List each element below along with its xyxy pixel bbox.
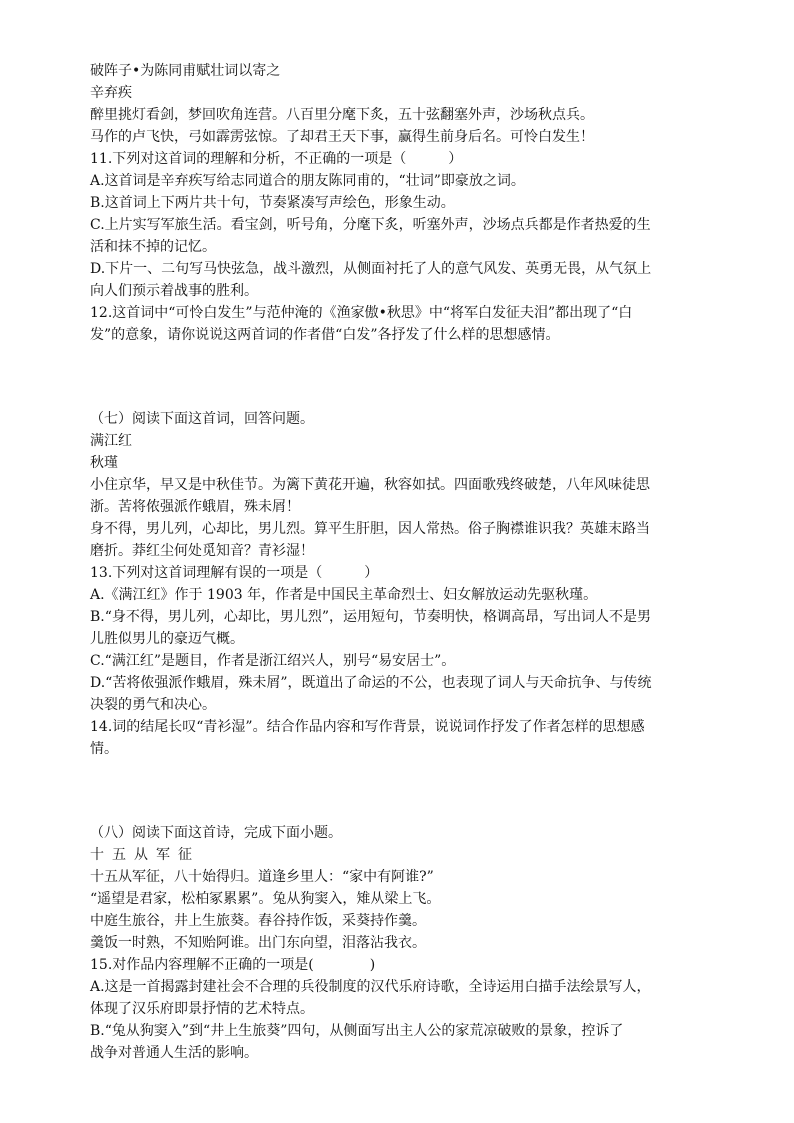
poem-author: 辛弃疾	[90, 85, 132, 101]
question-13-option-d: D.“苦将侬强派作蛾眉，殊未屑”，既道出了命运的不公，也表现了词人与天命抗争、与传统	[90, 675, 652, 691]
poem-title: 满江红	[90, 433, 132, 449]
question-11-option-a: A.这首词是辛弃疾写给志同道合的朋友陈同甫的，“壮词”即豪放之词。	[90, 173, 525, 189]
question-15-option-b-cont: 战争对普通人生活的影响。	[90, 1045, 258, 1061]
question-13-option-b: B.“身不得，男儿列，心却比，男儿烈”，运用短句，节奏明快，格调高昂，写出词人不是男	[90, 609, 652, 625]
poem-line: 磨折。莽红尘何处觅知音？青衫湿！	[90, 543, 314, 559]
question-11-option-c: C.上片实写军旅生活。看宝剑，听号角，分麾下炙，听塞外声，沙场点兵都是作者热爱的生	[90, 217, 651, 233]
poem-title: 十五从军征	[90, 847, 200, 863]
question-13-option-c: C.“满江红”是题目，作者是浙江绍兴人，别号“易安居士”。	[90, 653, 456, 669]
question-11-option-d: D.下片一、二句写马快弦急，战斗激烈，从侧面衬托了人的意气风发、英勇无畏，从气氛上	[90, 261, 652, 277]
question-14: 14.词的结尾长叹“青衫湿”。结合作品内容和写作背景，说说词作抒发了作者怎样的思想感	[90, 719, 645, 735]
poem-line: 身不得，男儿列，心却比，男儿烈。算平生肝胆，因人常热。俗子胸襟谁识我？英雄末路当	[90, 521, 650, 537]
section-heading: （八）阅读下面这首诗，完成下面小题。	[90, 825, 342, 841]
section-heading: （七）阅读下面这首词，回答问题。	[90, 411, 314, 427]
question-11-option-b: B.这首词上下两片共十句，节奏紧凑写声绘色，形象生动。	[90, 195, 455, 211]
question-13-option-d-cont: 决裂的勇气和决心。	[90, 697, 216, 713]
question-15-option-b: B.“兔从狗窦入”到“井上生旅葵”四句，从侧面写出主人公的家荒凉破败的景象，控诉了	[90, 1023, 624, 1039]
poem-author: 秋瑾	[90, 455, 118, 471]
question-11-option-c-cont: 活和抹不掉的记忆。	[90, 239, 216, 255]
poem-line: 马作的卢飞快，弓如霹雳弦惊。了却君王天下事，赢得生前身后名。可怜白发生！	[90, 129, 594, 145]
poem-line: “遥望是君家，松柏冢累累”。兔从狗窦入，雉从梁上飞。	[90, 891, 441, 907]
question-13-option-b-cont: 儿胜似男儿的豪迈气概。	[90, 631, 244, 647]
question-15-stem: 15.对作品内容理解不正确的一项是( )	[90, 957, 376, 973]
poem-title: 破阵子•为陈同甫赋壮词以寄之	[90, 63, 281, 79]
question-11-option-d-cont: 向人们预示着战事的胜利。	[90, 283, 258, 299]
question-12-cont: 发”的意象，请你说说这两首词的作者借“白发”各抒发了什么样的思想感情。	[90, 327, 560, 343]
poem-line: 中庭生旅谷，井上生旅葵。舂谷持作饭，采葵持作羹。	[90, 913, 426, 929]
question-12: 12.这首词中“可怜白发生”与范仲淹的《渔家傲•秋思》中“将军白发征夫泪”都出现了“白	[90, 305, 633, 321]
question-13-stem: 13.下列对这首词理解有误的一项是（ ）	[90, 565, 379, 581]
question-15-option-a: A.这是一首揭露封建社会不合理的兵役制度的汉代乐府诗歌，全诗运用白描手法绘景写人，	[90, 979, 651, 995]
poem-line: 羹饭一时熟，不知贻阿谁。出门东向望，泪落沾我衣。	[90, 935, 426, 951]
poem-line: 十五从军征，八十始得归。道逢乡里人：“家中有阿谁?”	[90, 869, 434, 885]
poem-line: 浙。苦将侬强派作蛾眉，殊未屑！	[90, 499, 300, 515]
question-11-stem: 11.下列对这首词的理解和分析，不正确的一项是（ ）	[90, 151, 463, 167]
poem-line: 小住京华，早又是中秋佳节。为篱下黄花开遍，秋容如拭。四面歌残终破楚，八年风味徒思	[90, 477, 650, 493]
question-13-option-a: A.《满江红》作于 1903 年，作者是中国民主革命烈士、妇女解放运动先驱秋瑾。	[90, 587, 598, 603]
poem-line: 醉里挑灯看剑，梦回吹角连营。八百里分麾下炙，五十弦翻塞外声，沙场秋点兵。	[90, 107, 594, 123]
question-14-cont: 情。	[90, 741, 118, 757]
question-15-option-a-cont: 体现了汉乐府即景抒情的艺术特点。	[90, 1001, 314, 1017]
